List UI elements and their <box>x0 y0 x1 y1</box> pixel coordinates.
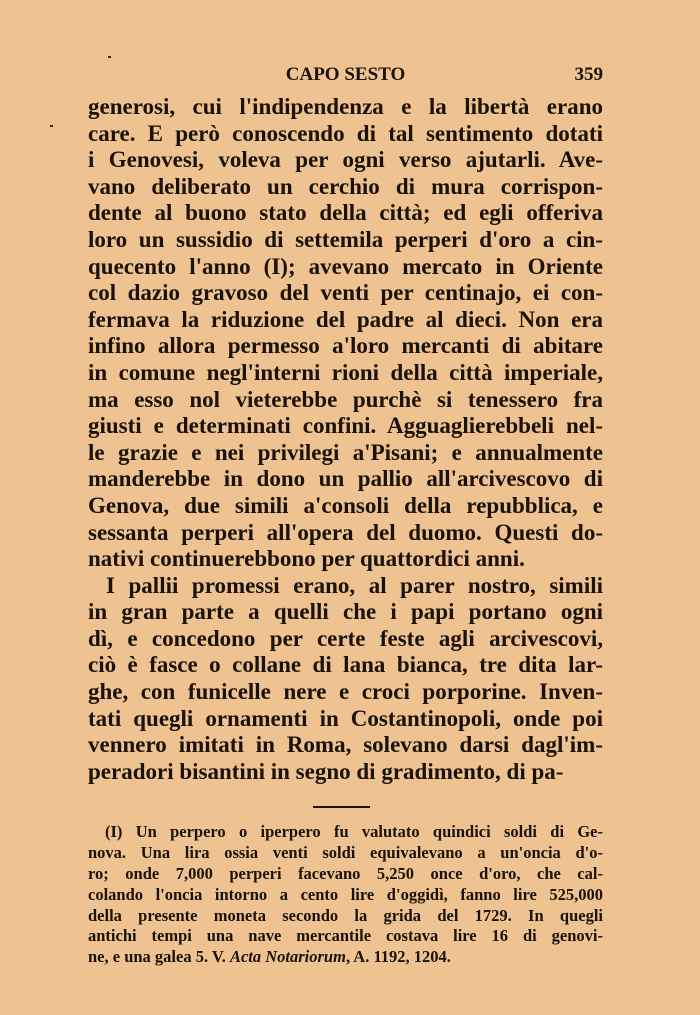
footnote-separator <box>313 806 370 808</box>
text-line: ciò è fasce o collane di lana bianca, tre dita lar- <box>88 652 603 678</box>
text-line: peradori bisantini in segno di gradimento, di pa- <box>88 758 564 784</box>
text-line: Genova, due simili a'consoli della repubblica, e <box>88 492 603 518</box>
text-line: ma esso nol vieterebbe purchè si tenessero fra <box>88 386 603 412</box>
footnote-line: colando l'oncia intorno a cento lire d'oggidì, fanno lire 525,000 <box>88 884 603 904</box>
text-line: nativi continuerebbono per quattordici anni. <box>88 546 525 572</box>
text-line: infino allora permesso a'loro mercanti di abitare <box>88 333 603 359</box>
text-line: dì, e concedono per certe feste agli arcivescovi, <box>88 625 603 651</box>
text-line: vano deliberato un cerchio di mura corrispon- <box>88 173 603 199</box>
text-line: le grazie e nei privilegi a'Pisani; e annualmente <box>88 439 603 465</box>
citation-title: Acta Notariorum <box>229 947 346 967</box>
text-line: in comune negl'interni rioni della città imperiale, <box>88 359 603 385</box>
footnote <box>88 822 603 968</box>
footnote-line: antichi tempi una nave mercantile costava lire 16 di genovi- <box>88 926 603 946</box>
text-line: i Genovesi, voleva per ogni verso ajutarli. Ave- <box>88 147 603 173</box>
footnote-line: ro; onde 7,000 perperi facevano 5,250 once d'oro, che cal- <box>88 863 603 883</box>
main-text <box>88 94 603 785</box>
text-line: giusti e determinati confini. Agguaglierebbeli nel- <box>88 413 603 439</box>
running-header <box>88 64 603 90</box>
text-line: ghe, con funicelle nere e croci porporine. Inven- <box>88 679 603 705</box>
page-number: 359 <box>574 64 603 85</box>
footnote-line: della presente moneta secondo la grida del 1729. In quegli <box>88 905 603 925</box>
text-line: col dazio gravoso del venti per centinajo, ei con- <box>88 280 603 306</box>
text-line: quecento l'anno (I); avevano mercato in Oriente <box>88 253 603 279</box>
scan-speck <box>50 125 53 127</box>
footnote-line: nova. Una lira ossia venti soldi equivalevano a un'oncia d'o- <box>88 842 603 862</box>
text-line: fermava la riduzione del padre al dieci. Non era <box>88 306 603 332</box>
scan-speck <box>108 56 111 58</box>
text-line: generosi, cui l'indipendenza e la libertà erano <box>88 94 603 119</box>
text-line: manderebbe in dono un pallio all'arcivescovo di <box>88 466 603 492</box>
text-line: care. E però conoscendo di tal sentimento dotati <box>88 120 603 146</box>
footnote-line: ne, e una galea 5. V. Acta Notariorum, A. 1192, 1204. <box>88 947 451 967</box>
text-line: in gran parte a quelli che i papi portano ogni <box>88 599 603 625</box>
text-line: sessanta perperi all'opera del duomo. Questi do- <box>88 519 603 545</box>
text-line: I pallii promessi erano, al parer nostro, simili <box>106 572 603 598</box>
chapter-title: CAPO SESTO <box>285 64 406 85</box>
text-line: loro un sussidio di settemila perperi d'oro a cin- <box>88 226 603 252</box>
text-line: tati quegli ornamenti in Costantinopoli, onde poi <box>88 705 603 731</box>
text-line: dente al buono stato della città; ed egli offeriva <box>88 200 603 226</box>
footnote-line: (I) Un perpero o iperpero fu valutato quindici soldi di Ge- <box>105 822 603 841</box>
text-line: vennero imitati in Roma, solevano darsi dagl'im- <box>88 732 603 758</box>
